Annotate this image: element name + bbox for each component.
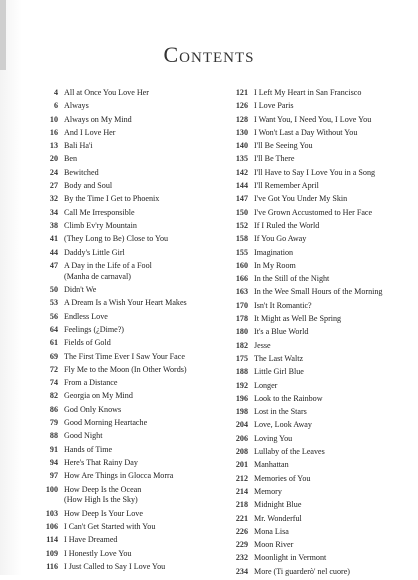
song-title xyxy=(64,141,214,152)
song-title xyxy=(64,101,214,112)
page-number: 166 xyxy=(235,274,248,284)
page-number: 94 xyxy=(49,457,58,467)
song-title-text: If You Go Away xyxy=(254,234,307,244)
page-number: 41 xyxy=(49,234,58,244)
page-number: 53 xyxy=(49,298,58,308)
song-title xyxy=(64,405,214,416)
song-title-text: Isn't It Romantic? xyxy=(254,300,312,310)
page-number: 79 xyxy=(49,418,58,428)
page-number: 20 xyxy=(49,154,58,164)
page-number: 188 xyxy=(235,367,248,377)
song-title xyxy=(254,194,410,205)
song-title xyxy=(254,474,410,485)
page-number: 38 xyxy=(49,220,58,230)
page-number: 88 xyxy=(49,431,58,441)
song-title xyxy=(254,208,410,219)
song-title xyxy=(254,154,410,165)
contents-entry xyxy=(36,298,214,309)
contents-entry xyxy=(36,549,214,560)
song-title-text: How Deep Is Your Love xyxy=(64,508,143,518)
page-number: 218 xyxy=(235,500,248,510)
contents-entry xyxy=(36,391,214,402)
song-title-text: Memories of You xyxy=(254,473,311,483)
song-title-text: Look to the Rainbow xyxy=(254,393,323,403)
song-title xyxy=(64,128,214,139)
contents-entry xyxy=(226,181,410,192)
contents-entry xyxy=(36,365,214,376)
song-title-text: Body and Soul xyxy=(64,181,113,191)
page-number: 130 xyxy=(235,127,248,137)
contents-entry xyxy=(226,287,410,298)
song-title xyxy=(254,88,410,99)
song-title-text: The First Time Ever I Saw Your Face xyxy=(64,351,185,361)
contents-entry xyxy=(226,341,410,352)
song-title-text: I Want You, I Need You, I Love You xyxy=(254,114,372,124)
song-title xyxy=(254,327,410,338)
contents-entry xyxy=(226,460,410,471)
song-title-text: Didn't We xyxy=(64,285,97,295)
contents-entry xyxy=(36,522,214,533)
song-title-text: Call Me Irresponsible xyxy=(64,207,135,217)
contents-entry xyxy=(36,509,214,520)
contents-entry xyxy=(36,128,214,139)
page-number: 97 xyxy=(49,471,58,481)
page-number: 180 xyxy=(235,327,248,337)
song-title-text: How Are Things in Glocca Morra xyxy=(64,471,174,481)
contents-entry xyxy=(36,141,214,152)
song-title-text: In the Wee Small Hours of the Morning xyxy=(254,287,383,297)
song-title xyxy=(254,420,410,431)
contents-entry xyxy=(226,234,410,245)
song-title-text: (They Long to Be) Close to You xyxy=(64,234,169,244)
song-title-text: I've Grown Accustomed to Her Face xyxy=(254,207,373,217)
page-number: 121 xyxy=(235,88,248,97)
page-number: 106 xyxy=(45,522,58,532)
page-number: 91 xyxy=(49,444,58,454)
song-title-text: In My Room xyxy=(254,260,296,270)
song-title xyxy=(254,381,410,392)
song-title xyxy=(254,354,410,365)
song-title xyxy=(64,391,214,402)
contents-entry xyxy=(36,181,214,192)
contents-entry xyxy=(226,168,410,179)
song-title-text: Lost in the Stars xyxy=(254,407,307,417)
song-title xyxy=(64,221,214,232)
page-number: 226 xyxy=(235,526,248,536)
contents-entry xyxy=(226,101,410,112)
song-title-text: Always xyxy=(64,101,89,111)
song-title-text: From a Distance xyxy=(64,378,118,388)
song-title-text: Endless Love xyxy=(64,311,108,321)
song-title xyxy=(254,274,410,285)
song-title-text: God Only Knows xyxy=(64,404,122,414)
song-title xyxy=(64,458,214,469)
page-number: 56 xyxy=(49,311,58,321)
contents-entry xyxy=(226,434,410,445)
song-title-text: I'll Have to Say I Love You in a Song xyxy=(254,167,376,177)
page-number: 160 xyxy=(235,260,248,270)
contents-entry xyxy=(226,248,410,259)
song-title xyxy=(64,535,214,546)
page-number: 61 xyxy=(49,338,58,348)
song-subtitle: (How High Is the Sky) xyxy=(64,495,138,505)
song-title xyxy=(64,471,214,482)
song-title-text: I Have Dreamed xyxy=(64,535,118,545)
page-number: 229 xyxy=(235,540,248,550)
page-number: 34 xyxy=(49,207,58,217)
song-title xyxy=(254,567,410,578)
page-number: 82 xyxy=(49,391,58,401)
song-title xyxy=(64,352,214,363)
song-title xyxy=(64,88,214,99)
page-number: 192 xyxy=(235,380,248,390)
page-number: 158 xyxy=(235,234,248,244)
song-title-text: A Day in the Life of a Fool xyxy=(64,260,152,270)
song-title-text: Hands of Time xyxy=(64,444,113,454)
song-title-text: Daddy's Little Girl xyxy=(64,247,125,257)
contents-entry xyxy=(36,405,214,416)
song-title-text: Memory xyxy=(254,486,282,496)
song-title xyxy=(64,194,214,205)
song-title-text: Manhattan xyxy=(254,460,289,470)
contents-entry xyxy=(36,338,214,349)
contents-entry xyxy=(226,514,410,525)
song-title-text: By the Time I Get to Phoenix xyxy=(64,194,160,204)
song-title-text: Loving You xyxy=(254,433,293,443)
page-number: 178 xyxy=(235,314,248,324)
song-title xyxy=(254,115,410,126)
song-title-text: The Last Waltz xyxy=(254,353,304,363)
contents-entry xyxy=(226,141,410,152)
song-title xyxy=(254,221,410,232)
song-title xyxy=(254,168,410,179)
song-title xyxy=(254,141,410,152)
contents-entry xyxy=(36,115,214,126)
contents-entry xyxy=(36,485,214,507)
song-title xyxy=(254,394,410,405)
song-title-text: I've Got You Under My Skin xyxy=(254,194,348,204)
contents-entry xyxy=(226,221,410,232)
contents-entry xyxy=(36,194,214,205)
song-title xyxy=(254,248,410,259)
song-title-text: If I Ruled the World xyxy=(254,220,320,230)
page-title: Contents xyxy=(163,42,255,67)
song-title xyxy=(64,509,214,520)
contents-entry xyxy=(36,168,214,179)
song-title-text: Jesse xyxy=(254,340,271,350)
contents-entry xyxy=(226,354,410,365)
song-title-text: Good Morning Heartache xyxy=(64,418,148,428)
song-title-text: Good Night xyxy=(64,431,103,441)
song-title xyxy=(254,367,410,378)
contents-entry xyxy=(226,487,410,498)
page-number: 13 xyxy=(49,141,58,151)
right-contents-column xyxy=(226,88,410,580)
contents-entry xyxy=(36,445,214,456)
page-number: 44 xyxy=(49,247,58,257)
song-title-text: It Might as Well Be Spring xyxy=(254,314,342,324)
song-title xyxy=(254,447,410,458)
song-title-text: Climb Ev'ry Mountain xyxy=(64,220,137,230)
song-title xyxy=(64,168,214,179)
contents-entry xyxy=(226,327,410,338)
song-title xyxy=(254,314,410,325)
contents-entry xyxy=(36,535,214,546)
song-title-text: Mona Lisa xyxy=(254,526,289,536)
page-number: 72 xyxy=(49,364,58,374)
song-title-text: Here's That Rainy Day xyxy=(64,457,138,467)
contents-entry xyxy=(36,431,214,442)
song-title-text: It's a Blue World xyxy=(254,327,309,337)
song-title xyxy=(254,553,410,564)
page-number: 126 xyxy=(235,101,248,111)
page-number: 155 xyxy=(235,247,248,257)
page-number: 64 xyxy=(49,324,58,334)
song-title-text: Always on My Mind xyxy=(64,114,132,124)
page-number: 50 xyxy=(49,285,58,295)
page-number: 69 xyxy=(49,351,58,361)
contents-entry xyxy=(226,301,410,312)
contents-entry xyxy=(226,88,410,99)
song-title xyxy=(64,378,214,389)
contents-entry xyxy=(226,261,410,272)
song-title-text: More (Ti guarderò' nel cuore) xyxy=(254,566,351,576)
contents-entry xyxy=(36,221,214,232)
song-title-text: Fields of Gold xyxy=(64,338,111,348)
song-title xyxy=(254,128,410,139)
song-title xyxy=(64,312,214,323)
contents-entry xyxy=(36,285,214,296)
page-number: 152 xyxy=(235,220,248,230)
song-title xyxy=(254,460,410,471)
song-title xyxy=(254,514,410,525)
page-number: 170 xyxy=(235,300,248,310)
song-title-text: I'll Be There xyxy=(254,154,295,164)
song-title-text: Imagination xyxy=(254,247,294,257)
song-title xyxy=(254,234,410,245)
contents-entry xyxy=(226,540,410,551)
contents-entry xyxy=(36,418,214,429)
page-number: 232 xyxy=(235,553,248,563)
song-title-text: Ben xyxy=(64,154,78,164)
page-number: 6 xyxy=(53,101,58,111)
contents-entry xyxy=(226,367,410,378)
page-number: 163 xyxy=(235,287,248,297)
contents-entry xyxy=(226,208,410,219)
song-title-text: I Left My Heart in San Francisco xyxy=(254,88,362,97)
contents-entry xyxy=(226,274,410,285)
contents-entry xyxy=(36,352,214,363)
song-title-text: Midnight Blue xyxy=(254,500,302,510)
song-title xyxy=(254,287,410,298)
song-title xyxy=(254,487,410,498)
song-title xyxy=(254,500,410,511)
page-number: 214 xyxy=(235,486,248,496)
song-title xyxy=(254,540,410,551)
page-number: 206 xyxy=(235,433,248,443)
contents-entry xyxy=(36,378,214,389)
page-number: 100 xyxy=(45,484,58,494)
page-number: 150 xyxy=(235,207,248,217)
contents-entry xyxy=(226,553,410,564)
song-title xyxy=(64,325,214,336)
song-title-text: A Dream Is a Wish Your Heart Makes xyxy=(64,298,187,308)
contents-entry xyxy=(36,261,214,283)
contents-entry xyxy=(226,567,410,578)
contents-entry xyxy=(36,88,214,99)
page-number: 221 xyxy=(235,513,248,523)
contents-entry xyxy=(36,248,214,259)
page-number: 175 xyxy=(235,353,248,363)
song-title xyxy=(64,365,214,376)
song-title xyxy=(254,341,410,352)
contents-entry xyxy=(226,194,410,205)
page-number: 27 xyxy=(49,181,58,191)
contents-entry xyxy=(226,500,410,511)
page-number: 147 xyxy=(235,194,248,204)
song-title xyxy=(64,248,214,259)
song-title-text: And I Love Her xyxy=(64,127,116,137)
contents-entry xyxy=(226,115,410,126)
left-contents-column xyxy=(36,88,214,575)
song-title xyxy=(64,115,214,126)
contents-entry xyxy=(226,314,410,325)
song-title-text: I'll Be Seeing You xyxy=(254,141,313,151)
song-title xyxy=(254,101,410,112)
page-number: 140 xyxy=(235,141,248,151)
contents-entry xyxy=(36,471,214,482)
page-number: 16 xyxy=(49,127,58,137)
page-number: 142 xyxy=(235,167,248,177)
song-title xyxy=(64,298,214,309)
song-title-text: How Deep Is the Ocean xyxy=(64,484,142,494)
song-title xyxy=(64,261,214,283)
song-title xyxy=(64,418,214,429)
song-title xyxy=(254,301,410,312)
contents-entry xyxy=(36,101,214,112)
song-title-text: Moon River xyxy=(254,540,294,550)
contents-entry xyxy=(226,527,410,538)
page-number: 109 xyxy=(45,548,58,558)
song-title xyxy=(64,285,214,296)
page-number: 116 xyxy=(46,561,58,571)
song-title xyxy=(64,562,214,573)
song-title xyxy=(64,445,214,456)
contents-entry xyxy=(226,394,410,405)
song-title xyxy=(254,181,410,192)
page-number: 201 xyxy=(235,460,248,470)
contents-entry xyxy=(36,312,214,323)
page-number: 182 xyxy=(235,340,248,350)
page-number: 198 xyxy=(235,407,248,417)
page-number: 47 xyxy=(49,260,58,270)
song-title xyxy=(64,431,214,442)
page-number: 204 xyxy=(235,420,248,430)
song-title-text: I Just Called to Say I Love You xyxy=(64,561,166,571)
contents-entry xyxy=(226,128,410,139)
contents-entry xyxy=(226,447,410,458)
page-number: 24 xyxy=(49,167,58,177)
song-title-text: Fly Me to the Moon (In Other Words) xyxy=(64,364,187,374)
song-title xyxy=(64,154,214,165)
song-title xyxy=(254,434,410,445)
song-title-text: In the Still of the Night xyxy=(254,274,330,284)
song-title-text: Bewitched xyxy=(64,167,99,177)
song-title xyxy=(254,527,410,538)
song-title-text: Feelings (¿Dime?) xyxy=(64,324,125,334)
contents-entry xyxy=(36,458,214,469)
song-subtitle: (Manha de carnaval) xyxy=(64,271,131,281)
song-title xyxy=(64,485,214,507)
song-title-text: Bali Ha'i xyxy=(64,141,93,151)
contents-entry xyxy=(226,420,410,431)
song-title-text: I Won't Last a Day Without You xyxy=(254,127,358,137)
song-title-text: Longer xyxy=(254,380,278,390)
song-title xyxy=(254,261,410,272)
contents-entry xyxy=(36,208,214,219)
song-title-text: I'll Remember April xyxy=(254,181,319,191)
song-title-text: Love, Look Away xyxy=(254,420,312,430)
song-title xyxy=(64,208,214,219)
page-number: 208 xyxy=(235,447,248,457)
page-number: 212 xyxy=(235,473,248,483)
song-title xyxy=(64,522,214,533)
page-number: 4 xyxy=(53,88,58,97)
song-title xyxy=(64,549,214,560)
song-title xyxy=(64,234,214,245)
page-number: 74 xyxy=(49,378,58,388)
contents-entry xyxy=(36,325,214,336)
contents-entry xyxy=(36,562,214,573)
contents-entry xyxy=(226,154,410,165)
song-title-text: All at Once You Love Her xyxy=(64,88,149,97)
page-number: 128 xyxy=(235,114,248,124)
page-number: 32 xyxy=(49,194,58,204)
page-number: 234 xyxy=(235,566,248,576)
song-title-text: Little Girl Blue xyxy=(254,367,304,377)
song-title-text: I Honestly Love You xyxy=(64,548,132,558)
song-title-text: Moonlight in Vermont xyxy=(254,553,327,563)
song-title xyxy=(254,407,410,418)
song-title-text: Mr. Wonderful xyxy=(254,513,302,523)
page-number: 196 xyxy=(235,393,248,403)
contents-entry xyxy=(36,234,214,245)
song-title-text: I Can't Get Started with You xyxy=(64,522,156,532)
contents-entry xyxy=(226,474,410,485)
song-title-text: Georgia on My Mind xyxy=(64,391,133,401)
song-title-text: Lullaby of the Leaves xyxy=(254,447,325,457)
song-title xyxy=(64,338,214,349)
contents-entry xyxy=(226,381,410,392)
page-number: 103 xyxy=(45,508,58,518)
page-number: 86 xyxy=(49,404,58,414)
contents-entry xyxy=(36,154,214,165)
page-number: 144 xyxy=(235,181,248,191)
contents-entry xyxy=(226,407,410,418)
page-number: 114 xyxy=(46,535,58,545)
page-number: 10 xyxy=(49,114,58,124)
song-title xyxy=(64,181,214,192)
page-number: 135 xyxy=(235,154,248,164)
song-title-text: I Love Paris xyxy=(254,101,294,111)
